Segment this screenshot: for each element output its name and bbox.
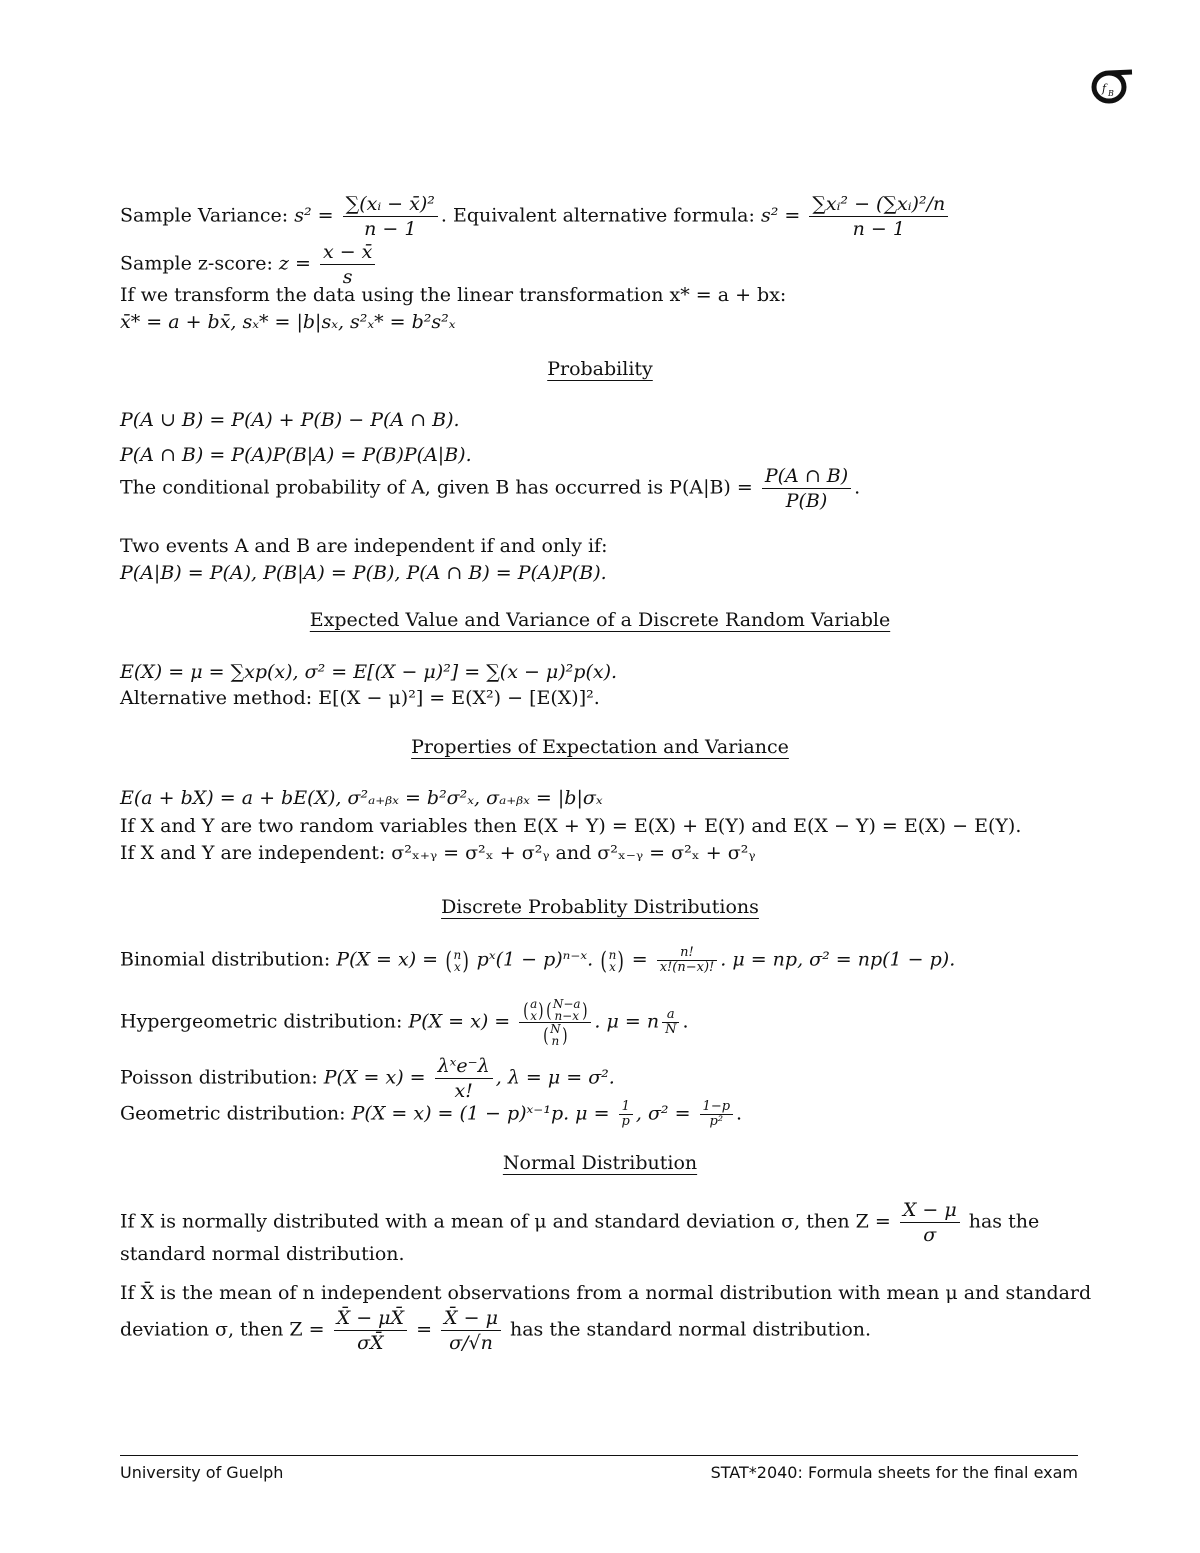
alt-variance-denominator: n − 1: [809, 216, 948, 241]
sum-property: If X and Y are two random variables then E(X + Y) = E(X) + E(Y) and E(X − Y) = E(X) − E(Y).: [120, 815, 1022, 837]
normal-text-2b: deviation σ, then Z =: [120, 1318, 325, 1341]
conditional-fraction: [762, 464, 851, 513]
hypergeometric-mu-fraction: [662, 1008, 679, 1037]
binomial-factorial-num: n!: [680, 945, 694, 960]
normal-line-1: [120, 1198, 1039, 1247]
binomial-coefficient-a-x: ( a x ): [523, 997, 544, 1023]
normal-z3-fraction: [441, 1306, 501, 1355]
poisson-numerator: λˣe⁻λ: [437, 1055, 490, 1077]
properties-heading: [0, 736, 1200, 758]
alt-variance-fraction: [809, 192, 948, 241]
geometric-sigma: , σ² =: [635, 1102, 691, 1125]
binomial-label: Binomial distribution:: [120, 948, 331, 971]
binomial-def-eq: =: [631, 948, 648, 971]
binomial-coefficient-na-nx: ( N−a n−x ): [546, 997, 588, 1023]
footer-rule: [120, 1455, 1078, 1456]
normal-text-2a: If X̄ is the mean of n independent observations from a normal distribution with mean μ and standard: [120, 1282, 1092, 1304]
svg-text:B: B: [1108, 89, 1114, 98]
properties-heading-text: Properties of Expectation and Variance: [411, 736, 789, 758]
svg-text:f: f: [1102, 82, 1107, 95]
alt-s2-eq: s² =: [760, 204, 801, 227]
geometric-sigma-num: 1−p: [702, 1099, 731, 1114]
normal-heading: [0, 1152, 1200, 1174]
geometric-mu-fraction: [619, 1100, 633, 1129]
hypergeometric-label: Hypergeometric distribution:: [120, 1010, 403, 1033]
conditional-text: The conditional probability of A, given B has occurred is P(A|B) =: [120, 476, 753, 499]
binomial-factorial-den: x!(n−x)!: [657, 960, 718, 975]
binomial-factorial-fraction: [657, 946, 718, 975]
geometric-sigma-den: p²: [700, 1114, 734, 1129]
hypergeometric-formula: P(X = x) =: [408, 1010, 511, 1033]
normal-z2-denominator: σX̄: [334, 1330, 407, 1355]
normal-z-numerator: X − μ: [902, 1199, 957, 1221]
footer-left: University of Guelph: [120, 1463, 284, 1482]
geometric-formula: P(X = x) = (1 − p)ˣ⁻¹p. μ =: [351, 1102, 610, 1125]
zscore-fraction: [320, 240, 375, 289]
normal-z2-numerator: X̄ − μX̄: [336, 1307, 405, 1329]
expected-alternative: Alternative method: E[(X − μ)²] = E(X²) − [E(X)]².: [120, 687, 600, 709]
normal-line-2: deviation σ, then Z = $\frac{X̄ - \mu X̄}{\sigma X̄}$ = $\frac{X̄ - \mu}{\sigma/√n}$ has the standard normal distribution.: [120, 1307, 872, 1354]
binomial-formula-b: pˣ(1 − p)ⁿ⁻ˣ.: [476, 948, 594, 971]
hypergeometric-numerator: [519, 998, 591, 1022]
independence-text: Two events A and B are independent if and only if:: [120, 535, 608, 557]
normal-heading-text: Normal Distribution: [502, 1152, 698, 1174]
alt-formula-label: . Equivalent alternative formula:: [440, 204, 755, 227]
zscore-eq: z =: [278, 252, 311, 275]
hypergeometric-mu: . μ = n: [594, 1010, 660, 1033]
alt-variance-numerator: ∑xᵢ² − (∑xᵢ)²/n: [812, 193, 946, 215]
normal-text-2c: has the standard normal distribution.: [509, 1318, 872, 1341]
poisson-fraction: [435, 1054, 493, 1103]
linear-properties: E(a + bX) = a + bE(X), σ²ₐ₊ᵦₓ = b²σ²ₓ, σₐ₊ᵦₓ = |b|σₓ: [120, 787, 603, 809]
geometric-label: Geometric distribution:: [120, 1102, 346, 1125]
hypergeometric-fraction: [519, 998, 591, 1047]
binomial-coefficient-def: ( n x ): [600, 946, 625, 975]
binomial-moments: . μ = np, σ² = np(1 − p).: [720, 948, 956, 971]
poisson-moments: , λ = μ = σ².: [495, 1066, 615, 1089]
expected-heading-text: Expected Value and Variance of a Discrete Random Variable: [309, 609, 891, 631]
variance-numerator: ∑(xᵢ − x̄)²: [345, 193, 435, 215]
discrete-heading: [0, 896, 1200, 918]
independence-formula: P(A|B) = P(A), P(B|A) = P(B), P(A ∩ B) = P(A)P(B).: [120, 562, 607, 584]
union-formula: P(A ∪ B) = P(A) + P(B) − P(A ∩ B).: [120, 409, 460, 431]
binomial-formula-a: P(X = x) =: [336, 948, 439, 971]
poisson-denominator: x!: [435, 1078, 493, 1103]
conditional-denominator: P(B): [762, 488, 851, 513]
binomial-coefficient-N-n: ( N n ): [543, 1022, 568, 1048]
zscore-numerator: x − x̄: [322, 241, 373, 263]
conditional-numerator: P(A ∩ B): [764, 465, 849, 487]
hypergeometric-mu-den: N: [662, 1022, 679, 1037]
expected-heading: [0, 609, 1200, 631]
zscore-line: [120, 240, 378, 289]
independent-property: If X and Y are independent: σ²ₓ₊ᵧ = σ²ₓ + σ²ᵧ and σ²ₓ₋ᵧ = σ²ₓ + σ²ᵧ: [120, 842, 756, 864]
geometric-line: Geometric distribution: P(X = x) = (1 − p)ˣ⁻¹p. μ = $\frac{1}{p}$ , σ² = $\frac{1-p}{\text{p²}}$ .: [120, 1099, 743, 1129]
normal-z3-denominator: σ/√n: [441, 1330, 501, 1355]
s2-eq: s² =: [294, 204, 334, 227]
geometric-mu-num: 1: [621, 1099, 630, 1114]
sample-variance-label: Sample Variance:: [120, 204, 289, 227]
discrete-heading-text: Discrete Probablity Distributions: [441, 896, 759, 918]
expected-formula: E(X) = μ = ∑xp(x), σ² = E[(X − μ)²] = ∑(x − μ)²p(x).: [120, 661, 618, 683]
normal-z2-fraction: [334, 1306, 407, 1355]
probability-heading-text: Probability: [547, 358, 653, 380]
conditional-line: The conditional probability of A, given B has occurred is P(A|B) = $\frac{P(A \cap B)}{P(B)}$ .: [120, 465, 861, 512]
geometric-sigma-fraction: [700, 1100, 734, 1129]
normal-text-1b: has the: [968, 1210, 1040, 1233]
transform-text: If we transform the data using the linear transformation x* = a + bx:: [120, 284, 787, 306]
geometric-mu-den: p: [619, 1114, 633, 1129]
zscore-denominator: s: [320, 264, 375, 289]
hypergeometric-line: Hypergeometric distribution: P(X = x) = ( a x ) ( N−a n−x ) ( N n ) . μ = n $\frac{a}{N}$ .: [120, 997, 689, 1048]
zscore-label: Sample z-score:: [120, 252, 273, 275]
normal-z-denominator: σ: [900, 1222, 960, 1247]
binomial-coefficient-n-x: ( n x ): [445, 946, 470, 975]
normal-text-1a: If X is normally distributed with a mean of μ and standard deviation σ, then Z =: [120, 1210, 891, 1233]
transform-result: x̄* = a + bx̄, sₓ* = |b|sₓ, s²ₓ* = b²s²ₓ: [120, 311, 456, 333]
intersection-formula: P(A ∩ B) = P(A)P(B|A) = P(B)P(A|B).: [120, 444, 472, 466]
poisson-formula: P(X = x) =: [323, 1066, 426, 1089]
normal-text-1c: standard normal distribution.: [120, 1243, 405, 1265]
footer-right: STAT*2040: Formula sheets for the final exam: [710, 1463, 1078, 1482]
normal-z-fraction: [900, 1198, 960, 1247]
hypergeometric-mu-num: a: [666, 1007, 675, 1022]
normal-z3-numerator: X̄ − μ: [444, 1307, 498, 1329]
sigma-logo-icon: [1088, 62, 1134, 108]
poisson-line: [120, 1054, 615, 1103]
poisson-label: Poisson distribution:: [120, 1066, 318, 1089]
hypergeometric-denominator: [519, 1022, 591, 1047]
sample-variance-line: [120, 192, 951, 241]
variance-fraction: [343, 192, 438, 241]
probability-heading: [0, 358, 1200, 380]
binomial-line: [120, 946, 955, 975]
variance-denominator: n − 1: [343, 216, 438, 241]
